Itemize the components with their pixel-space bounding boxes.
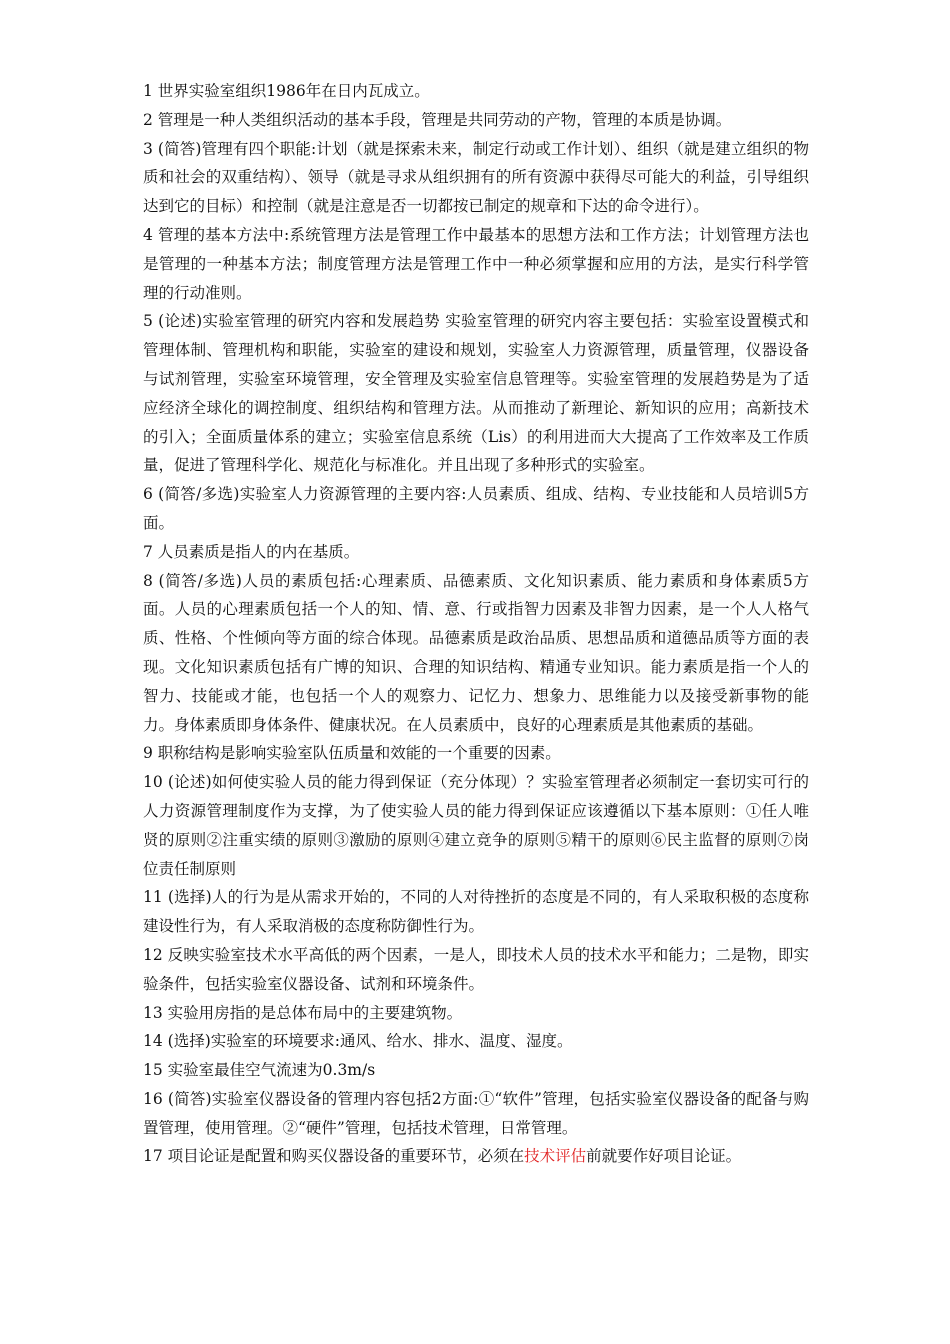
paragraph-10: 10 (论述)如何使实验人员的能力得到保证（充分体现）？实验室管理者必须制定一套切实可行的人力资源管理制度作为支撑，为了使实验人员的能力得到保证应该遵循以下基本原则：①任人唯贤的原则②注重实绩的原则③激励的原则④建立竞争的原则⑤精干的原则⑥民主监督的原则⑦岗位责任制原则 — [143, 773, 809, 878]
paragraph-4: 4 管理的基本方法中:系统管理方法是管理工作中最基本的思想方法和工作方法；计划管理方法也是管理的一种基本方法；制度管理方法是管理工作中一种必须掌握和应用的方法，是实行科学管理的行动准则。 — [143, 225, 809, 302]
paragraph-17-before: 17 项目论证是配置和购买仪器设备的重要环节，必须在 — [143, 1147, 525, 1166]
paragraph-15: 15 实验室最佳空气流速为0.3m/s — [143, 1061, 376, 1080]
paragraph-13: 13 实验用房指的是总体布局中的主要建筑物。 — [143, 1003, 463, 1022]
paragraph-7: 7 人员素质是指人的内在基质。 — [143, 542, 360, 561]
paragraph-16: 16 (简答)实验室仪器设备的管理内容包括2方面:①“软件”管理，包括实验室仪器设备的配备与购置管理，使用管理。②“硬件”管理，包括技术管理，日常管理。 — [143, 1089, 809, 1137]
paragraph-14: 14 (选择)实验室的环境要求:通风、给水、排水、温度、湿度。 — [143, 1032, 573, 1051]
paragraph-12: 12 反映实验室技术水平高低的两个因素，一是人，即技术人员的技术水平和能力；二是物，即实验条件，包括实验室仪器设备、试剂和环境条件。 — [143, 945, 809, 993]
paragraph-8: 8 (简答/多选)人员的素质包括:心理素质、品德素质、文化知识素质、能力素质和身体素质5方面。人员的心理素质包括一个人的知、情、意、行或指智力因素及非智力因素，是一个人人格气质、性格、个性倾向等方面的综合体现。品德素质是政治品质、思想品质和道德品质等方面的表现。文化知识素质包括有广博的知识、合理的知识结构、精通专业知识。能力素质是指一个人的智力、技能或才能，也包括一个人的观察力、记忆力、想象力、思维能力以及接受新事物的能力。身体素质即身体条件、健康状况。在人员素质中，良好的心理素质是其他素质的基础。 — [143, 571, 809, 734]
paragraph-17 — [143, 1142, 809, 1171]
paragraph-9: 9 职称结构是影响实验室队伍质量和效能的一个重要的因素。 — [143, 744, 561, 763]
paragraph-2: 2 管理是一种人类组织活动的基本手段，管理是共同劳动的产物，管理的本质是协调。 — [143, 110, 732, 129]
paragraph-6: 6 (简答/多选)实验室人力资源管理的主要内容:人员素质、组成、结构、专业技能和人员培训5方面。 — [143, 485, 809, 532]
paragraph-5: 5 (论述)实验室管理的研究内容和发展趋势 实验室管理的研究内容主要包括：实验室设置模式和管理体制、管理机构和职能，实验室的建设和规划，实验室人力资源管理，质量管理，仪器设备与试剂管理，实验室环境管理，安全管理及实验室信息管理等。实验室管理的发展趋势是为了适应经济全球化的调控制度、组织结构和管理方法。从而推动了新理论、新知识的应用；高新技术的引入；全面质量体系的建立；实验室信息系统（Lis）的利用进而大大提高了工作效率及工作质量，促进了管理科学化、规范化与标准化。并且出现了多种形式的实验室。 — [143, 312, 809, 475]
highlighted-term: 技术评估 — [524, 1147, 587, 1166]
document-body — [143, 77, 809, 1171]
paragraph-1: 1 世界实验室组织1986年在日内瓦成立。 — [143, 82, 430, 100]
paragraph-3: 3 (简答)管理有四个职能:计划（就是探索未来，制定行动或工作计划）、组织（就是建立组织的物质和社会的双重结构）、领导（就是寻求从组织拥有的所有资源中获得尽可能大的利益，引导组织达到它的目标）和控制（就是注意是否一切都按已制定的规章和下达的命令进行）。 — [143, 139, 809, 216]
paragraph-11: 11 (选择)人的行为是从需求开始的，不同的人对待挫折的态度是不同的，有人采取积极的态度称建设性行为，有人采取消极的态度称防御性行为。 — [143, 888, 809, 936]
paragraph-17-after: 前就要作好项目论证。 — [586, 1147, 742, 1166]
